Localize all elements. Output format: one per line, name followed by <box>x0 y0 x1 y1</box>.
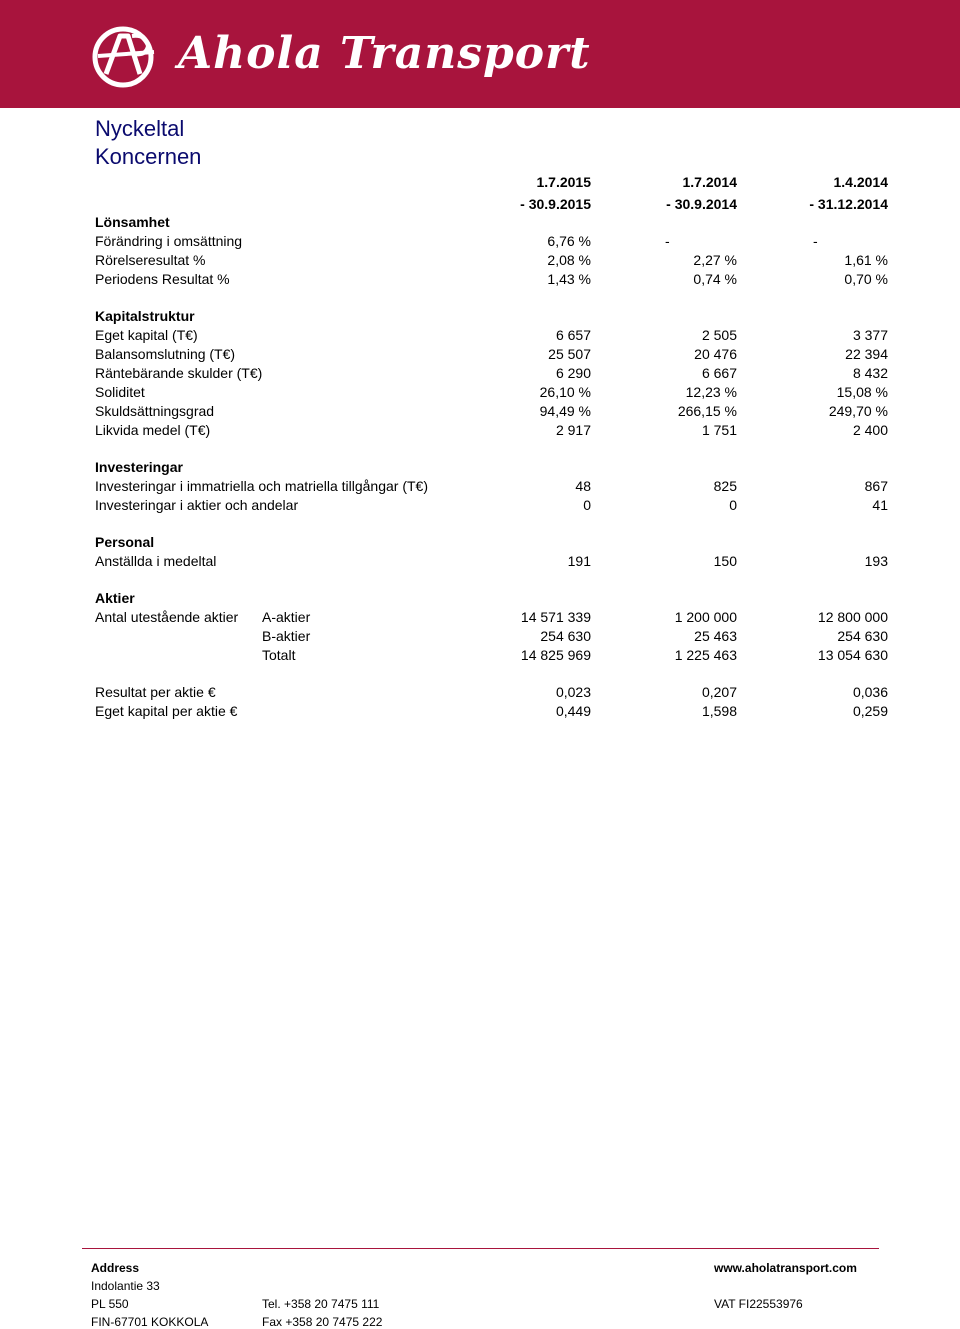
section-heading <box>0 533 960 552</box>
row-value: 6 667 <box>701 365 737 381</box>
row-sublabel: A-aktier <box>262 609 311 625</box>
footer-website-link[interactable]: www.aholatransport.com <box>714 1261 857 1275</box>
row-value: 193 <box>864 553 888 569</box>
section-heading <box>0 458 960 477</box>
table-row <box>0 421 960 440</box>
row-value: 13 054 630 <box>817 647 888 663</box>
table-row <box>0 270 960 289</box>
row-label: Anställda i medeltal <box>95 553 217 569</box>
period-start-3: 1.4.2014 <box>833 174 888 190</box>
table-row <box>0 383 960 402</box>
table-row <box>0 326 960 345</box>
row-label: Balansomslutning (T€) <box>95 346 236 362</box>
table-row <box>0 402 960 421</box>
row-value: 0 <box>583 497 591 513</box>
row-value: 6,76 % <box>547 233 591 249</box>
row-value: 22 394 <box>845 346 888 362</box>
row-label: Skuldsättningsgrad <box>95 403 215 419</box>
footer-city: FIN-67701 KOKKOLA <box>91 1315 209 1329</box>
footer-fax: Fax +358 20 7475 222 <box>262 1315 383 1329</box>
row-value: 1,598 <box>701 703 737 719</box>
table-row <box>0 496 960 515</box>
row-value: 249,70 % <box>828 403 888 419</box>
kapitalstruktur-heading: Kapitalstruktur <box>95 308 195 324</box>
aktier-heading: Aktier <box>95 590 135 606</box>
table-row <box>0 627 960 646</box>
row-value: 0,207 <box>701 684 737 700</box>
row-value: 48 <box>575 478 591 494</box>
row-value: - <box>813 233 818 249</box>
row-value: 254 630 <box>837 628 888 644</box>
row-value: 825 <box>713 478 737 494</box>
table-row <box>0 364 960 383</box>
table-row <box>0 683 960 702</box>
investeringar-heading: Investeringar <box>95 459 183 475</box>
row-value: 0,036 <box>852 684 888 700</box>
row-value: 0,449 <box>555 703 591 719</box>
lonsamhet-heading: Lönsamhet <box>95 214 170 230</box>
section-heading <box>0 213 960 232</box>
row-label: Eget kapital per aktie € <box>95 703 238 719</box>
row-value: 1,61 % <box>844 252 888 268</box>
row-value: 25 463 <box>694 628 737 644</box>
row-value: 6 290 <box>555 365 591 381</box>
footer-vat: VAT FI22553976 <box>714 1297 803 1311</box>
footer-address-heading: Address <box>91 1261 140 1275</box>
row-value: 1 200 000 <box>674 609 737 625</box>
row-label: Soliditet <box>95 384 145 400</box>
period-start-row <box>0 173 960 192</box>
row-label: Resultat per aktie € <box>95 684 216 700</box>
section-heading <box>0 307 960 326</box>
table-row <box>0 646 960 665</box>
row-label: Räntebärande skulder (T€) <box>95 365 263 381</box>
row-value: 20 476 <box>694 346 737 362</box>
row-value: 0,259 <box>852 703 888 719</box>
row-value: 2 400 <box>852 422 888 438</box>
row-value: 0,023 <box>555 684 591 700</box>
table-row <box>0 477 960 496</box>
row-sublabel: B-aktier <box>262 628 311 644</box>
row-value: - <box>665 233 670 249</box>
brand-name: Ahola Transport <box>178 28 591 79</box>
table-row <box>0 345 960 364</box>
row-value: 12 800 000 <box>817 609 888 625</box>
row-label: Rörelseresultat % <box>95 252 206 268</box>
row-value: 14 571 339 <box>520 609 591 625</box>
period-start-2: 1.7.2014 <box>682 174 737 190</box>
period-end-3: - 31.12.2014 <box>809 196 888 212</box>
header-band <box>0 0 960 108</box>
row-value: 0,74 % <box>693 271 737 287</box>
row-value: 1 225 463 <box>674 647 737 663</box>
row-label: Antal utestående aktier <box>95 609 239 625</box>
row-value: 26,10 % <box>539 384 591 400</box>
row-value: 0 <box>729 497 737 513</box>
row-value: 14 825 969 <box>520 647 591 663</box>
row-value: 0,70 % <box>844 271 888 287</box>
row-value: 3 377 <box>852 327 888 343</box>
row-label: Förändring i omsättning <box>95 233 243 249</box>
row-value: 2,08 % <box>547 252 591 268</box>
row-value: 191 <box>567 553 591 569</box>
table-row <box>0 608 960 627</box>
footer-po-box: PL 550 <box>91 1297 129 1311</box>
row-value: 1,43 % <box>547 271 591 287</box>
period-end-row <box>0 195 960 214</box>
row-value: 266,15 % <box>677 403 737 419</box>
row-label: Investeringar i immatriella och matriella tillgångar (T€) <box>95 478 429 494</box>
row-value: 2 917 <box>555 422 591 438</box>
row-value: 2,27 % <box>693 252 737 268</box>
row-value: 41 <box>872 497 888 513</box>
table-row <box>0 552 960 571</box>
row-value: 2 505 <box>701 327 737 343</box>
row-value: 1 751 <box>701 422 737 438</box>
page-subtitle: Koncernen <box>95 144 202 169</box>
footer-street: Indolantie 33 <box>91 1279 160 1293</box>
row-label: Likvida medel (T€) <box>95 422 211 438</box>
row-value: 6 657 <box>555 327 591 343</box>
footer-tel: Tel. +358 20 7475 111 <box>262 1297 380 1311</box>
row-label: Eget kapital (T€) <box>95 327 198 343</box>
page-title: Nyckeltal <box>95 116 185 141</box>
period-end-2: - 30.9.2014 <box>666 196 737 212</box>
row-sublabel: Totalt <box>262 647 296 663</box>
row-label: Investeringar i aktier och andelar <box>95 497 299 513</box>
table-row <box>0 702 960 721</box>
row-label: Periodens Resultat % <box>95 271 230 287</box>
section-heading <box>0 589 960 608</box>
row-value: 150 <box>713 553 737 569</box>
row-value: 94,49 % <box>539 403 591 419</box>
row-value: 254 630 <box>540 628 591 644</box>
row-value: 12,23 % <box>685 384 737 400</box>
row-value: 867 <box>864 478 888 494</box>
period-end-1: - 30.9.2015 <box>520 196 591 212</box>
row-value: 25 507 <box>548 346 591 362</box>
table-row <box>0 251 960 270</box>
table-row <box>0 232 960 251</box>
row-value: 15,08 % <box>836 384 888 400</box>
row-value: 8 432 <box>852 365 888 381</box>
footer-divider <box>82 1248 879 1249</box>
personal-heading: Personal <box>95 534 155 550</box>
period-start-1: 1.7.2015 <box>536 174 591 190</box>
